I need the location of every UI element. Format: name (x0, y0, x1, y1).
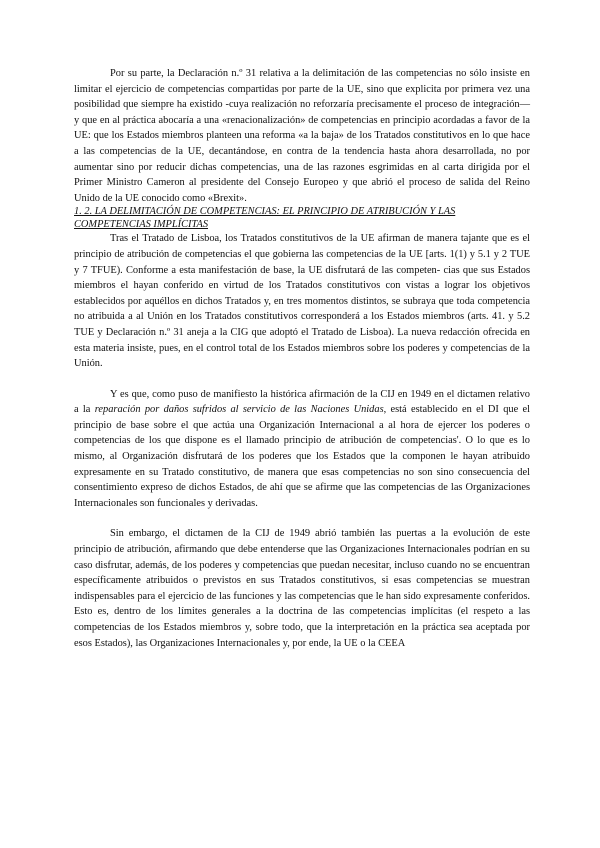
section-heading: 1. 2. LA DELIMITACIÓN DE COMPETENCIAS: EL PRINCIPIO DE ATRIBUCIÓN Y LAS COMPETENCIAS IMPLÍCITAS (74, 206, 456, 230)
paragraph-declaration-31: Por su parte, la Declaración n.º 31 relativa a la delimitación de las competencias no sólo insiste en limitar el ejercicio de competencias compartidas por parte de la UE, sino que explicita por primera vez una posibilidad que siempre ha existido -cuya realización no reforzaría precisamente el proceso de integración— y que en al práctica abocaría a una «renacionalización» de competencias en principio acordadas a favor de la UE: que los Estados miembros planteen una reforma «a la baja» de los Tratados constitutivos en lo que hace a las competencias de la UE, decantándose, en contra de la tendencia hasta ahora desarrollada, no por aumentar sino por reducir dichas competencias, una de las razones esgrimidas en al carta dirigida por el Primer Ministro Cameron al presidente del Consejo Europeo y que abrió el proceso de salida del Reino Unido de la UE conocido como «Brexit». (74, 68, 530, 204)
paragraph-cij-1949 (74, 387, 530, 512)
paragraph-lisbon-treaty: Tras el Tratado de Lisboa, los Tratados constitutivos de la UE afirman de manera tajante que es el principio de atribución de competencias el que gobierna las competencias de la UE [arts. 1(1) y 5.1 y 2 TUE y 7 TFUE). Conforme a esta manifestación de base, la UE disfrutará de las competen- cias que sus Estados miembros el hayan conferido en virtud de los Tratados constitutivos con vistas a lograr los objetivos establecidos por aquéllos en dichos Tratados y, en tres momentos distintos, se subraya que toda competencia no atribuida a al Unión en los Tratados constitutivos corresponderá a los Estados miembros (arts. 41. y 5.2 TUE y Declaración n.º 31 aneja a la CIG que adoptó el Tratado de Lisboa). La nueva redacción ofrecida en esta materia insiste, pues, en el control total de los Estados miembros sobre los poderes y competencias de la Unión. (74, 233, 530, 370)
paragraph-implicit-competences: Sin embargo, el dictamen de la CIJ de 1949 abrió también las puertas a la evolución de este principio de atribución, afirmando que debe entenderse que las Organizaciones Internacionales podrían en su caso disfrutar, además, de los poderes y competencias que puedan necesitar, incluso cuando no se encuentran específicamente atribuidos o previstos en sus Tratados constitutivos, si esas competencias se muestran indispensables para el ejercicio de las funciones y las competencias que le han sido expresamente conferidos. Esto es, dentro de los límites generales a la doctrina de las competencias implícitas (el respeto a las competencias de los Estados miembros y, sobre todo, que la interpretación en la práctica sea aceptada por esos Estados), las Organizaciones Internacionales y, por ende, la UE o la CEEA (74, 528, 530, 649)
document-page (74, 66, 530, 651)
paragraph-cij-text-end: , está establecido en el DI que el principio de base sobre el que actúa una Organización Internacional a al hora de ejercer los poderes o competencias de los que dispone es el llamado principio de atribución de competencias'. O lo que es lo mismo, al Organización disfrutará de los poderes que los Estados que la componen le hayan atribuido expresamente en su Tratado constitutivo, de manera que esas competencias no son sino consecuencia del consentimiento expreso de dichos Estados, de ahí que se afirme que las competencias de las Organizaciones Internacionales son funcionales y derivadas. (74, 404, 530, 509)
paragraph-cij-text-start: Y es que, como puso de manifiesto la histórica afirmación de la CIJ en 1949 en el dictamen relativo a la (74, 388, 530, 416)
paragraph-cij-italic: reparación por daños sufridos al servicio de las Naciones Unidas (94, 404, 384, 416)
